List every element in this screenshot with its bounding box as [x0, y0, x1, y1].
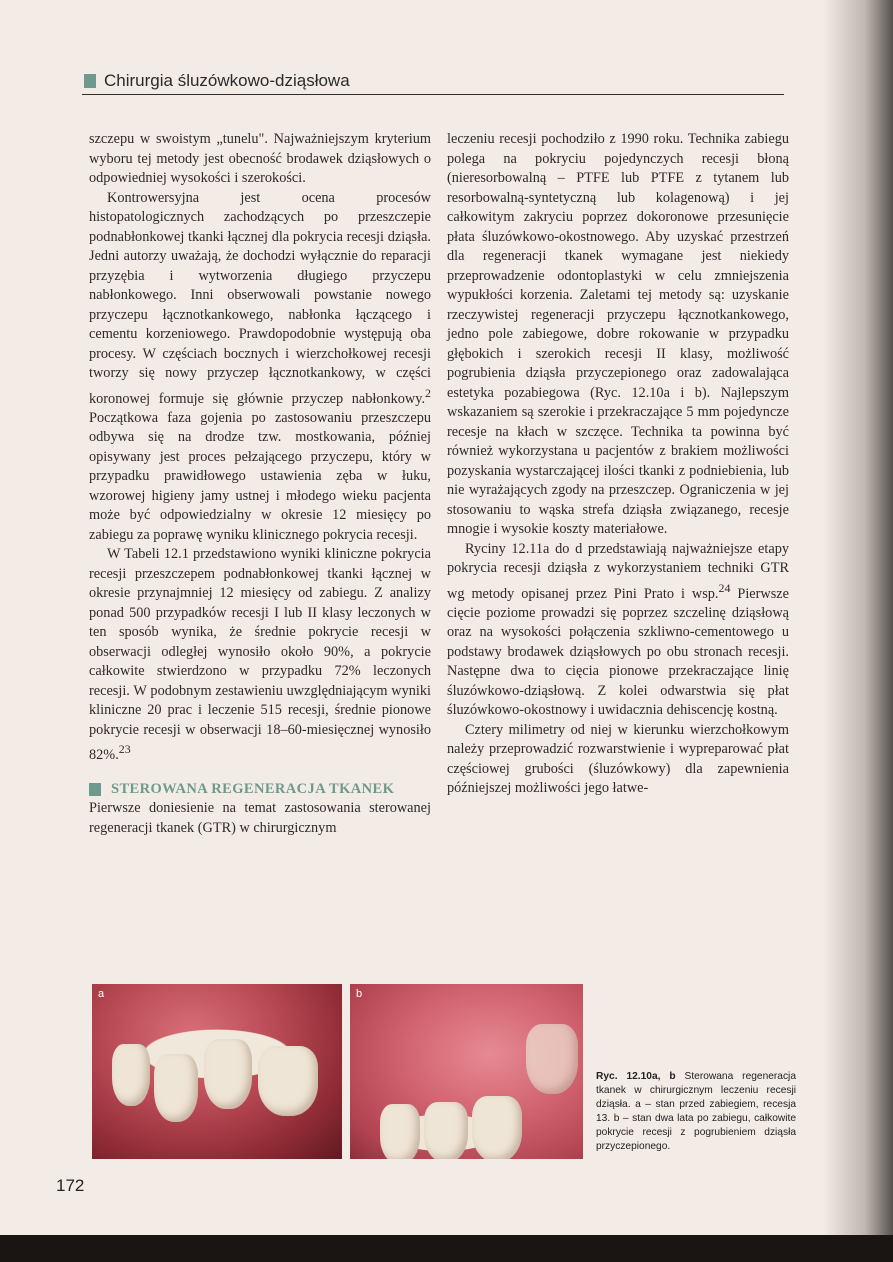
footnote-ref: 2 — [425, 385, 431, 400]
paragraph-text: Kontrowersyjna jest ocena procesów histopatologicznych zachodzących po przeszczepie podnabłonkowej tkanki łącznej dla pokrycia recesji dziąsła. Jedni autorzy uważają, że dochodzi wyłącznie do reparacji przyzębia i wytworzenia długiego przyczepu nabłonkowego. Inni obserwowali powstanie nowego przyczepu łącznotkankowego, nabłonka łączącego i cementu korzeniowego. Prawdopodobnie występują oba procesy. W częściach bocznych i wierzchołkowej recesji tworzy się nowy przyczep łącznotkankowy, w części koronowej formuje się głównie przyczep nabłonkowy. — [89, 189, 431, 407]
paragraph — [447, 540, 789, 721]
section-title: STEROWANA REGENERACJA TKANEK — [111, 780, 395, 797]
section-heading — [89, 780, 431, 800]
paragraph: leczeniu recesji pochodziło z 1990 roku. Technika zabiegu polega na pokryciu pojedynczych recesji błoną (nieresorbowalną – PTFE lub PTFE z tytanem lub resorbowalną-syntetyczną lub kolagenową) i jej całkowitym zakryciu poprzez dokoronowe przesunięcie płata śluzówkowo-okostnowego. Aby uzyskać przestrzeń dla regeneracji tkanek wymagane jest niekiedy przeprowadzenie odontoplastyki w celu zmniejszenia wypukłości korzenia. Zaletami tej metody są: uzyskanie rzeczywistej regeneracji przyczepu łącznotkankowego, jedno pole zabiegowe, dobre rokowanie w przypadku głębokich i szerokich recesji II klasy, możliwość pogrubienia dziąsła przyczepionego oraz zadowalająca estetyka pozabiegowa (Ryc. 12.10a i b). Najlepszym wskazaniem są szerokie i przekraczające 5 mm pojedyncze recesje na kłach w szczęce. Technika ta powinna być również wykorzystana u pacjentów z brakiem możliwości pozyskania wystarczającej ilości tkanki z podniebienia, lub nie wyrażających zgody na przeszczep. Ograniczenia w jej stosowaniu to wąska strefa dziąsła związanego, recesje mnogie i wysokie koszty materiałowe. — [447, 131, 789, 537]
tooth-shape — [472, 1096, 522, 1159]
figure-caption — [596, 1070, 796, 1154]
tooth-shape — [258, 1046, 318, 1116]
paragraph-text: Pierwsze cięcie poziome prowadzi się poprzez szczelinę dziąsłową oraz na wysokości połączenia szkliwno-cementowego u podstawy brodawek dziąsłowych po obu stronach recesji. Następne dwa to cięcia pionowe przekraczające linię śluzówkowo-dziąsłową. Z kolei odwarstwia się płat śluzówkowo-okostnowy i uwidacznia dehiscencję kostną. — [447, 585, 789, 719]
tooth-shape — [112, 1044, 150, 1106]
paragraph-text: Początkowa faza gojenia po zastosowaniu przeszczepu odbywa się na drodze tzw. mostkowania, później opisywany jest proces pełzającego przyczepu, który w przypadku prawidłowego ustawienia zęba w łuku, wzorowej higieny jamy ustnej i młodego wieku pacjenta może być odpowiedzialny w okresie 12 miesięcy po zabiegu za poprawę wyniku klinicznego pokrycia recesji. — [89, 409, 431, 543]
footnote-ref: 24 — [718, 580, 731, 595]
header-marker — [84, 74, 96, 88]
header-rule — [82, 94, 784, 95]
section-marker — [89, 783, 101, 796]
caption-label: Ryc. 12.10a, b — [596, 1071, 676, 1082]
figure-a-photo — [92, 984, 342, 1159]
tooth-shape — [424, 1102, 468, 1159]
caption-text: Sterowana regeneracja tkanek w chirurgicznym leczeniu recesji dziąsła. a – stan przed zabiegiem, recesja 13. b – stan dwa lata po zabiegu, całkowite pokrycie recesji z pogrubieniem dziąsła przyczepionego. — [596, 1071, 796, 1152]
paragraph: Cztery milimetry od niej w kierunku wierzchołkowym należy przeprowadzić rozwarstwienie i wypreparować płat częściowej grubości (śluzówkowy) dla zapewnienia późniejszej możliwości jego łatwe- — [447, 721, 789, 797]
paragraph-text: Ryciny 12.11a do d przedstawiają najważniejsze etapy pokrycia recesji dziąsła z wykorzystaniem techniki GTR wg metody opisanej przez Pini Prato i wsp. — [447, 540, 789, 602]
tooth-shape — [380, 1104, 420, 1159]
paragraph: szczepu w swoistym „tunelu". Najważniejszym kryterium wyboru tej metody jest obecność brodawek dziąsłowych o odpowiedniej wysokości i szerokości. — [89, 131, 431, 186]
paragraph — [89, 545, 431, 765]
figure-label: a — [98, 988, 105, 1000]
paragraph — [89, 189, 431, 546]
running-header: Chirurgia śluzówkowo-dziąsłowa — [104, 71, 350, 90]
paragraph: Pierwsze doniesienie na temat zastosowania sterowanej regeneracji tkanek (GTR) w chirurgicznym — [89, 800, 431, 836]
figure-label: b — [356, 988, 363, 1000]
footnote-ref: 23 — [118, 742, 131, 757]
page-number: 172 — [56, 1176, 85, 1195]
left-column — [89, 130, 431, 838]
right-column — [447, 130, 789, 799]
tooth-shape — [204, 1039, 252, 1109]
paragraph-text: W Tabeli 12.1 przedstawiono wyniki kliniczne pokrycia recesji przeszczepem podnabłonkowej tkanki łącznej w okresie przynajmniej 12 miesięcy od zabiegu. Z analizy ponad 500 przypadków recesji I lub II klasy leczonych w ten sposób wynika, że średnie pokrycie recesji w obserwacji odległej wynosiło około 90%, a pokrycie całkowite stwierdzono w przypadku 72% leczonych recesji. W podobnym zestawieniu uwzględniającym wyniki kliniczne 20 prac i leczenie 515 recesji, średnie pionowe pokrycie recesji w obserwacji 18–60-miesięcznej wynosiło 82%. — [89, 546, 431, 764]
figure-b-photo — [350, 984, 583, 1159]
tooth-shape — [526, 1024, 578, 1094]
tooth-shape — [154, 1054, 198, 1122]
